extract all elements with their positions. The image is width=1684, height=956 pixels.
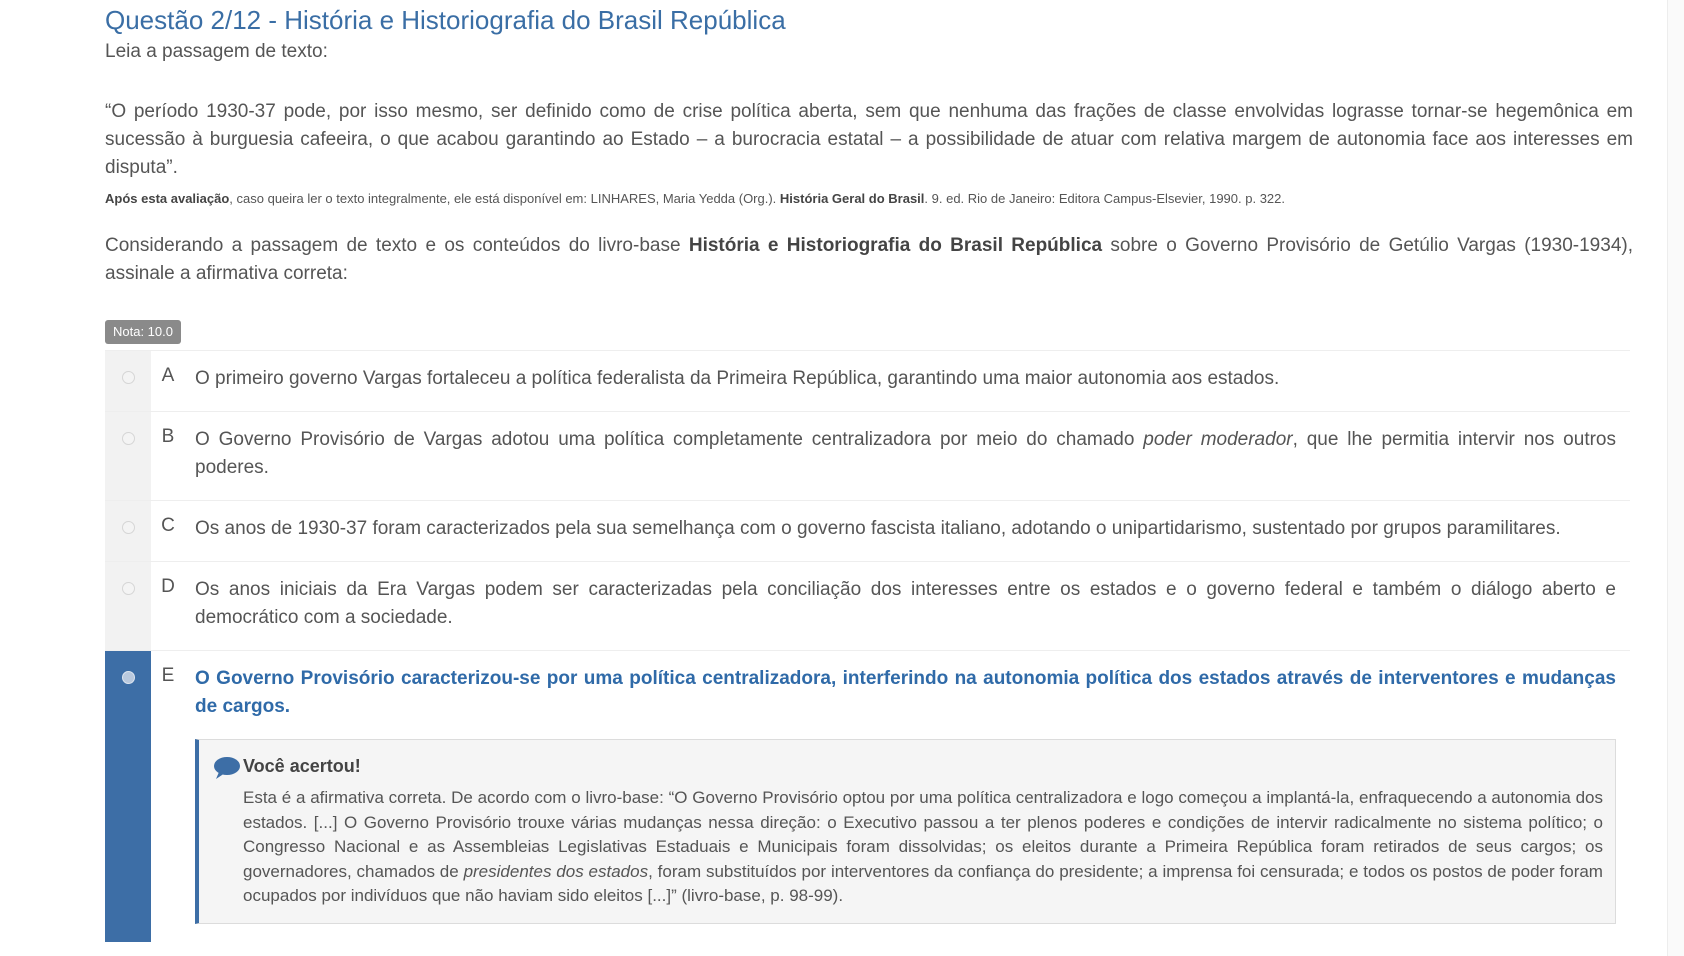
option-c-letter: C (161, 515, 175, 536)
speech-bubble-icon (213, 752, 243, 909)
source-citation (105, 190, 1633, 208)
option-d-side (105, 562, 151, 650)
prompt-text-2: sobre o Governo Provisório de Getúlio Vargas (1930-1934), assinale a afirmativa correta: (105, 235, 1633, 284)
option-e[interactable] (105, 650, 1630, 942)
quote-passage: “O período 1930-37 pode, por isso mesmo, ser definido como de crise política aberta, sem que nenhuma das frações de classe envolvidas lograsse tornar-se hegemônica em sucessão à burguesia cafeeira, o que acabou garantindo ao Estado – a burocracia estatal – a possibilidade de atuar com relativa margem de autonomia face aos interesses em disputa”. (105, 101, 1633, 178)
source-bold-2: História Geral do Brasil (779, 191, 925, 206)
option-e-letter: E (161, 665, 175, 686)
question-prompt (105, 232, 1633, 288)
feedback-content (243, 752, 1603, 909)
option-e-body (185, 651, 1630, 942)
feedback-body (243, 786, 1603, 909)
question-lead: Leia a passagem de texto: (105, 41, 328, 62)
source-text-1: , caso queira ler o texto integralmente, ele está disponível em: LINHARES, Maria Yedda (Org.). (229, 191, 780, 206)
feedback-box (195, 739, 1616, 924)
option-c-text: Os anos de 1930-37 foram caracterizados pela sua semelhança com o governo fascista italiano, adotando o unipartidarismo, sustentado por grupos paramilitares. (195, 518, 1561, 539)
option-e-side (105, 651, 151, 942)
question-title: Questão 2/12 - História e Historiografia do Brasil República (105, 5, 786, 35)
source-bold-1: Após esta avaliação (105, 191, 230, 206)
option-b-italic: poder moderador (1143, 429, 1293, 450)
option-a-side (105, 351, 151, 411)
radio-d[interactable] (122, 582, 135, 595)
option-a-letter: A (161, 365, 175, 386)
option-c-side (105, 501, 151, 561)
option-e-text: O Governo Provisório caracterizou-se por uma política centralizadora, interferindo na autonomia política dos estados através de interventores e mudanças de cargos. (195, 668, 1616, 717)
option-b-text-2: , que lhe permitia intervir nos outros poderes. (195, 429, 1616, 478)
prompt-text-1: Considerando a passagem de texto e os conteúdos do livro-base (105, 235, 689, 256)
option-a[interactable] (105, 350, 1630, 411)
grade-badge: Nota: 10.0 (105, 320, 181, 344)
source-text-2: . 9. ed. Rio de Janeiro: Editora Campus-Elsevier, 1990. p. 322. (924, 191, 1285, 206)
radio-e-selected[interactable] (122, 671, 135, 684)
option-a-text: O primeiro governo Vargas fortaleceu a política federalista da Primeira República, garantindo uma maior autonomia aos estados. (195, 368, 1280, 389)
option-d[interactable] (105, 561, 1630, 650)
option-b-text (185, 412, 1630, 500)
feedback-title: Você acertou! (243, 756, 361, 776)
question-container (105, 0, 1633, 942)
option-d-letter: D (161, 576, 175, 597)
vertical-scrollbar[interactable] (1667, 0, 1684, 956)
prompt-book-title: História e Historiografia do Brasil República (688, 235, 1103, 256)
radio-b[interactable] (122, 432, 135, 445)
option-b-letter: B (161, 426, 175, 447)
radio-a[interactable] (122, 371, 135, 384)
feedback-text-2: , foram substituídos por interventores da confiança do presidente; a imprensa foi censurada; e todos os postos de poder foram ocupados por indivíduos que não haviam sido eleitos [...]” (livro-base, p. 98-99). (243, 861, 1603, 905)
option-b-text-1: O Governo Provisório de Vargas adotou uma política completamente centralizadora por meio do chamado (195, 429, 1144, 450)
option-b[interactable] (105, 411, 1630, 500)
feedback-text-1: Esta é a afirmativa correta. De acordo com o livro-base: “O Governo Provisório optou por uma política centralizadora e logo começou a implantá-la, enfraquecendo a autonomia dos estados. [...] O Governo Provisório trouxe várias mudanças nessa direção: o Executivo passou a ter plenos poderes e condições de intervir radicalmente no sistema político; o Congresso Nacional e as Assembleias Legislativas Estaduais e Municipais foram dissolvidas; os eleitos durante a Primeira República foram retirados de seus cargos; os governadores, chamados de (243, 788, 1603, 881)
option-b-side (105, 412, 151, 500)
answer-options (105, 350, 1630, 942)
option-d-text: Os anos iniciais da Era Vargas podem ser caracterizadas pela conciliação dos interesses entre os estados e o governo federal e também o diálogo aberto e democrático com a sociedade. (195, 579, 1616, 628)
radio-c[interactable] (122, 521, 135, 534)
option-c[interactable] (105, 500, 1630, 561)
feedback-italic: presidentes dos estados (463, 861, 649, 881)
